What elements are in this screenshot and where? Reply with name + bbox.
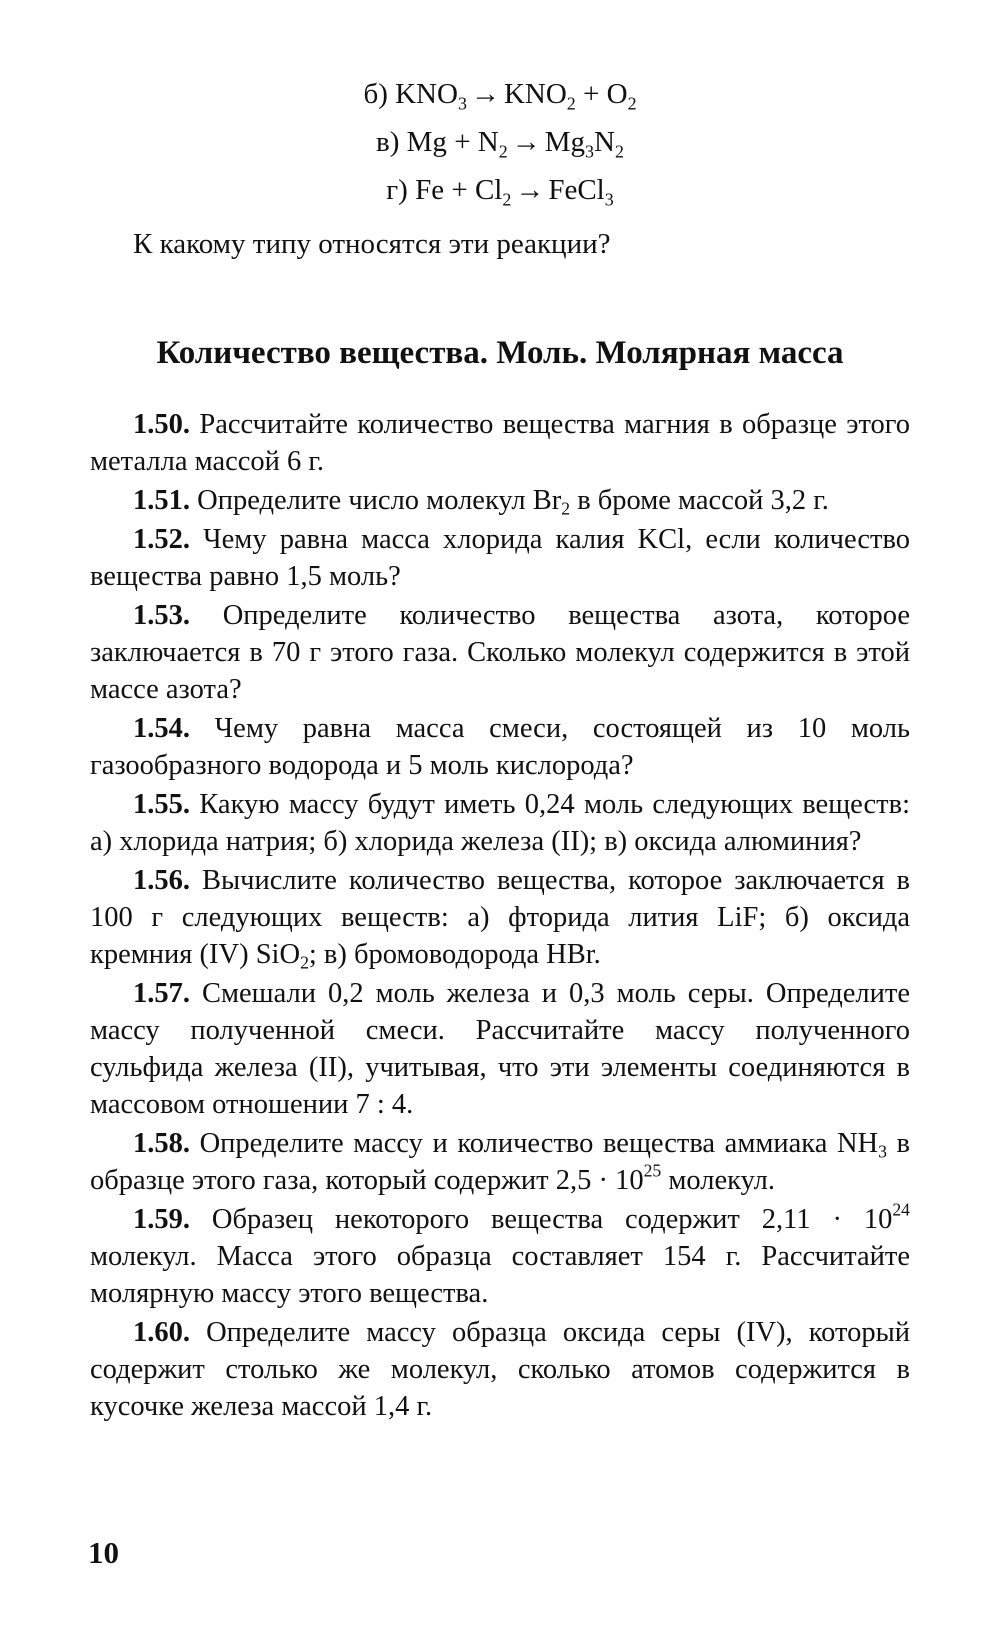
reaction-type-question: К какому типу относятся эти реакции?	[133, 228, 611, 260]
problem-1-57: 1.57. Смешали 0,2 моль железа и 0,3 моль серы. Определите массу полученной смеси. Рассчитайте массу полученного сульфида железа (II), учитывая, что эти элементы соединяются в массовом отношении 7 : 4.	[90, 978, 910, 1120]
problem-1-53: 1.53. Определите количество вещества азота, которое заключается в 70 г этого газа. Сколько молекул содержится в этой массе азота?	[90, 600, 910, 705]
problem-number: 1.50.	[133, 409, 190, 440]
equation-label: г)	[386, 174, 408, 206]
problem-number: 1.56.	[133, 865, 190, 896]
problem-1-51: 1.51. Определите число молекул $Br_2$ в броме массой 3,2 г.	[133, 485, 829, 519]
arrow: →	[515, 174, 545, 206]
problem-number: 1.58.	[133, 1128, 190, 1159]
page-number: 10	[88, 1535, 119, 1570]
problem-list	[90, 406, 910, 1427]
problem-number: 1.54.	[133, 713, 190, 744]
section-title: Количество вещества. Моль. Молярная масса	[156, 335, 844, 371]
problem-number: 1.55.	[133, 789, 190, 820]
equation-b: б) $KNO_3 \to KNO_2 + O_2$	[363, 78, 637, 114]
equation-label: б)	[363, 78, 388, 110]
problem-1-50: 1.50. Рассчитайте количество вещества магния в образце этого металла массой 6 г.	[90, 409, 910, 477]
problem-1-58: 1.58. Определите массу и количество вещества аммиака $NH_3$ в образце этого газа, который содержит $2,5 \cdot 10^{25}$ молекул.	[90, 1128, 910, 1196]
problem-1-54: 1.54. Чему равна масса смеси, состоящей из 10 моль газообразного водорода и 5 моль кислорода?	[90, 713, 910, 781]
problem-1-52: 1.52. Чему равна масса хлорида калия KCl, если количество вещества равно 1,5 моль?	[90, 524, 910, 592]
problem-number: 1.59.	[133, 1204, 190, 1235]
problem-1-55: 1.55. Какую массу будут иметь 0,24 моль следующих веществ: а) хлорида натрия; б) хлорида железа (II); в) оксида алюминия?	[90, 789, 910, 857]
problem-1-59: 1.59. Образец некоторого вещества содержит $2,11 \cdot 10^{24}$ молекул. Масса этого образца составляет 154 г. Рассчитайте молярную массу этого вещества.	[90, 1199, 910, 1309]
problem-1-60: 1.60. Определите массу образца оксида серы (IV), который содержит столько же молекул, сколько атомов содержится в кусочке железа массой 1,4 г.	[90, 1317, 910, 1422]
problem-number: 1.57.	[133, 978, 190, 1009]
problem-number: 1.51.	[133, 485, 190, 516]
equation-label: в)	[376, 126, 400, 158]
equation-g: г) $Fe + Cl_2$ → FeCl$_3$	[386, 174, 614, 210]
equation-v: в) $Mg + N_2 \to Mg_3N_2$	[376, 126, 624, 162]
arrow: →	[470, 78, 500, 110]
problem-number: 1.52.	[133, 524, 190, 555]
arrow: →	[511, 126, 541, 158]
problem-number: 1.53.	[133, 600, 190, 631]
problem-1-56: 1.56. Вычислите количество вещества, которое заключается в 100 г следующих веществ: а) фторида лития LiF; б) оксида кремния (IV) SiO$_2$; в) бромоводорода HBr.	[90, 865, 910, 973]
problem-number: 1.60.	[133, 1317, 190, 1348]
